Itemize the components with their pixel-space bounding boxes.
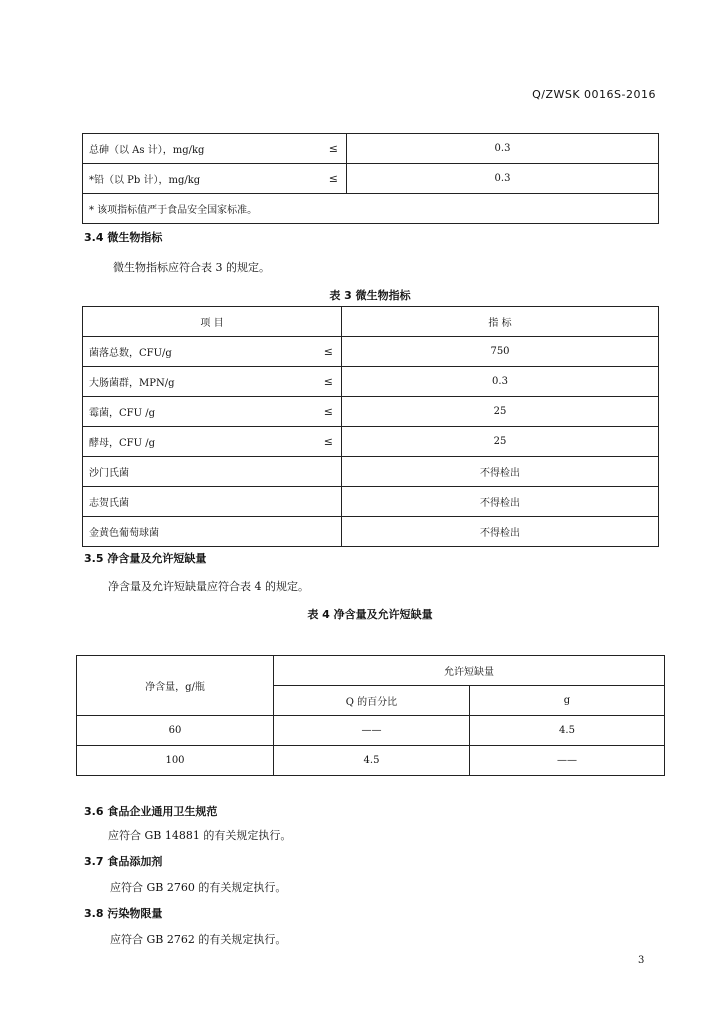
- item-label: 总砷（以 As 计），mg/kg: [89, 145, 205, 156]
- table-row: [83, 397, 659, 427]
- section-3-8-text: 应符合 GB 2762 的有关规定执行。: [110, 933, 287, 946]
- value-cell: 0.3: [347, 134, 659, 164]
- table-contaminants: [82, 133, 659, 224]
- col-header-gram: g: [470, 686, 665, 716]
- net-cell: 60: [77, 716, 274, 746]
- table-row: [83, 164, 659, 194]
- value-cell: 25: [342, 427, 659, 457]
- item-label: 菌落总数，CFU/g: [89, 348, 172, 359]
- value-cell: 0.3: [347, 164, 659, 194]
- section-3-5-heading: 3.5 净含量及允许短缺量: [84, 552, 207, 565]
- section-3-7-text: 应符合 GB 2760 的有关规定执行。: [110, 881, 287, 894]
- table-note-row: [83, 194, 659, 224]
- item-label: 酵母，CFU /g: [89, 438, 155, 449]
- net-cell: 100: [77, 746, 274, 776]
- value-cell: 不得检出: [342, 517, 659, 547]
- item-label: 志贺氏菌: [83, 487, 342, 517]
- table-3-microbial: [82, 306, 659, 547]
- col-header-allowance: 允许短缺量: [274, 656, 665, 686]
- table-row: [83, 517, 659, 547]
- table-row: [83, 367, 659, 397]
- item-label: 沙门氏菌: [83, 457, 342, 487]
- section-3-6-text: 应符合 GB 14881 的有关规定执行。: [108, 829, 292, 842]
- le-symbol: ≤: [328, 142, 338, 155]
- table-4-net-content: [76, 655, 665, 776]
- gram-cell: ——: [470, 746, 665, 776]
- value-cell: 不得检出: [342, 457, 659, 487]
- table-header-row: [83, 307, 659, 337]
- item-label: *铅（以 Pb 计），mg/kg: [89, 175, 201, 186]
- page-number: 3: [638, 955, 645, 966]
- section-3-7-heading: 3.7 食品添加剂: [84, 855, 163, 868]
- section-3-4-heading: 3.4 微生物指标: [84, 231, 163, 244]
- table-row: [83, 487, 659, 517]
- section-3-8-heading: 3.8 污染物限量: [84, 907, 163, 920]
- value-cell: 750: [342, 337, 659, 367]
- col-header-net: 净含量，g/瓶: [77, 656, 274, 716]
- le-symbol: ≤: [323, 405, 333, 418]
- percent-cell: 4.5: [274, 746, 470, 776]
- table-row: [83, 337, 659, 367]
- item-label: 霉菌，CFU /g: [89, 408, 155, 419]
- le-symbol: ≤: [323, 375, 333, 388]
- le-symbol: ≤: [328, 172, 338, 185]
- table-row: [77, 716, 665, 746]
- table-3-caption: 表 3 微生物指标: [329, 289, 411, 302]
- gram-cell: 4.5: [470, 716, 665, 746]
- item-label: 大肠菌群，MPN/g: [89, 378, 175, 389]
- table-note: * 该项指标值严于食品安全国家标准。: [83, 194, 659, 224]
- le-symbol: ≤: [323, 435, 333, 448]
- section-3-6-heading: 3.6 食品企业通用卫生规范: [84, 805, 218, 818]
- table-row: [77, 746, 665, 776]
- col-header-item: 项 目: [83, 307, 342, 337]
- section-3-4-text: 微生物指标应符合表 3 的规定。: [113, 261, 270, 274]
- section-3-5-text: 净含量及允许短缺量应符合表 4 的规定。: [108, 580, 309, 593]
- document-code: Q/ZWSK 0016S-2016: [532, 88, 656, 101]
- value-cell: 不得检出: [342, 487, 659, 517]
- item-label: 金黄色葡萄球菌: [83, 517, 342, 547]
- table-row: [83, 457, 659, 487]
- value-cell: 0.3: [342, 367, 659, 397]
- col-header-value: 指 标: [342, 307, 659, 337]
- table-row: [83, 427, 659, 457]
- value-cell: 25: [342, 397, 659, 427]
- table-header-row: [77, 656, 665, 686]
- col-header-percent: Q 的百分比: [274, 686, 470, 716]
- le-symbol: ≤: [323, 345, 333, 358]
- table-4-caption: 表 4 净含量及允许短缺量: [307, 608, 433, 621]
- table-row: [83, 134, 659, 164]
- percent-cell: ——: [274, 716, 470, 746]
